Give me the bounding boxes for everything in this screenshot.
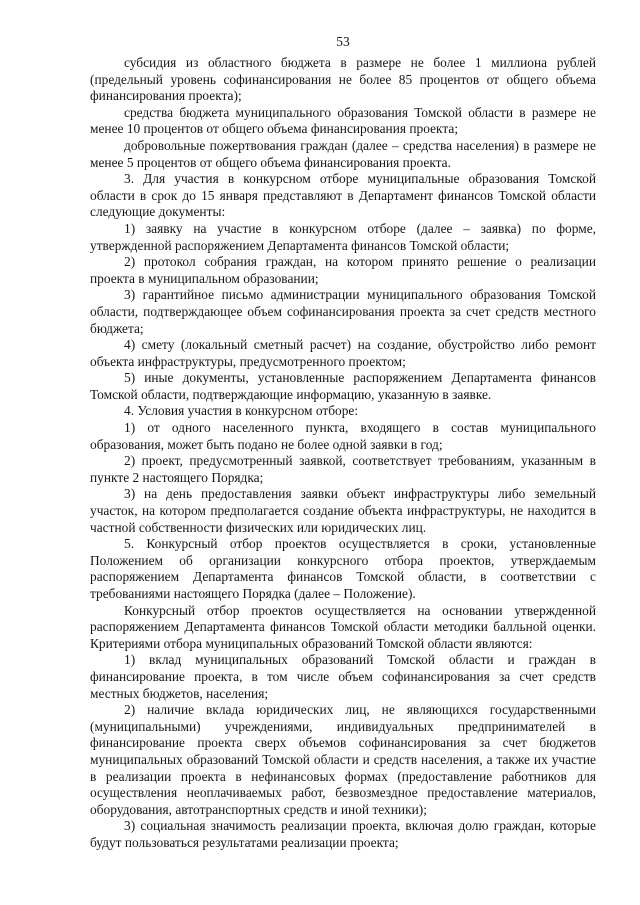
list-item-project-requirements: 2) проект, предусмотренный заявкой, соответствует требованиям, указанным в пункте 2 настоящего Порядка; <box>90 453 596 485</box>
document-body <box>90 55 596 852</box>
document-page <box>90 0 596 905</box>
list-item-ownership: 3) на день предоставления заявки объект инфраструктуры либо земельный участок, на котором предполагается создание объекта инфраструктуры, не находится в частной собственности физических или юридических лиц. <box>90 486 596 535</box>
paragraph-municipal-funds: средства бюджета муниципального образования Томской области в размере не менее 10 процентов от общего объема финансирования проекта; <box>90 104 596 137</box>
page-number: 53 <box>336 34 350 49</box>
list-item-other-documents: 5) иные документы, установленные распоряжением Департамента финансов Томской области, подтверждающие информацию, указанную в заявке. <box>90 370 596 402</box>
paragraph-section-5: 5. Конкурсный отбор проектов осуществляется в сроки, установленные Положением об организации конкурсного отбора проектов, утверждаемым распоряжением Департамента финансов Томской области, в соответствии с требованиями настоящего Порядка (далее – Положение). <box>90 536 596 601</box>
list-item-guarantee-letter: 3) гарантийное письмо администрации муниципального образования Томской области, подтверждающее объем софинансирования проекта за счет средств местного бюджета; <box>90 287 596 336</box>
paragraph-section-4: 4. Условия участия в конкурсном отборе: <box>124 403 359 419</box>
list-item-estimate: 4) смету (локальный сметный расчет) на создание, обустройство либо ремонт объекта инфраструктуры, предусмотренного проектом; <box>90 337 596 369</box>
list-item-protocol: 2) протокол собрания граждан, на котором принято решение о реализации проекта в муниципальном образовании; <box>90 254 596 286</box>
list-item-application: 1) заявку на участие в конкурсном отборе (далее – заявка) по форме, утвержденной распоряжением Департамента финансов Томской области; <box>90 220 596 253</box>
list-item-social-significance: 3) социальная значимость реализации проекта, включая долю граждан, которые будут пользоваться результатами реализации проекта; <box>90 818 596 850</box>
list-item-one-application: 1) от одного населенного пункта, входящего в состав муниципального образования, может быть подано не более одной заявки в год; <box>90 420 596 452</box>
list-item-legal-entities: 2) наличие вклада юридических лиц, не являющихся государственными (муниципальными) учреждениями, индивидуальных предпринимателей в финансирование проекта сверх объемов софинансирования за счет бюджетов муниципальных образований Томской области и средств населения, а также их участие в реализации проекта в нефинансовых формах (предоставление работников для осуществления неоплачиваемых работ, безвозмездное предоставление материалов, оборудования, автотранспортных средств и иной техники); <box>90 702 596 817</box>
list-item-contribution: 1) вклад муниципальных образований Томской области и граждан в финансирование проекта, в том числе объем софинансирования за счет средств местных бюджетов, населения; <box>90 652 596 701</box>
paragraph-section-3: 3. Для участия в конкурсном отборе муниципальные образования Томской области в срок до 15 января представляют в Департамент финансов Томской области следующие документы: <box>90 171 596 220</box>
paragraph-subsidy: субсидия из областного бюджета в размере не более 1 миллиона рублей (предельный уровень софинансирования не более 85 процентов от общего объема финансирования проекта); <box>90 55 596 104</box>
paragraph-criteria: Конкурсный отбор проектов осуществляется на основании утвержденной распоряжением Департамента финансов Томской области методики балльной оценки. Критериями отбора муниципальных образований Томской области являются: <box>90 602 596 651</box>
paragraph-donations: добровольные пожертвования граждан (далее – средства населения) в размере не менее 5 процентов от общего объема финансирования проекта. <box>90 137 596 170</box>
